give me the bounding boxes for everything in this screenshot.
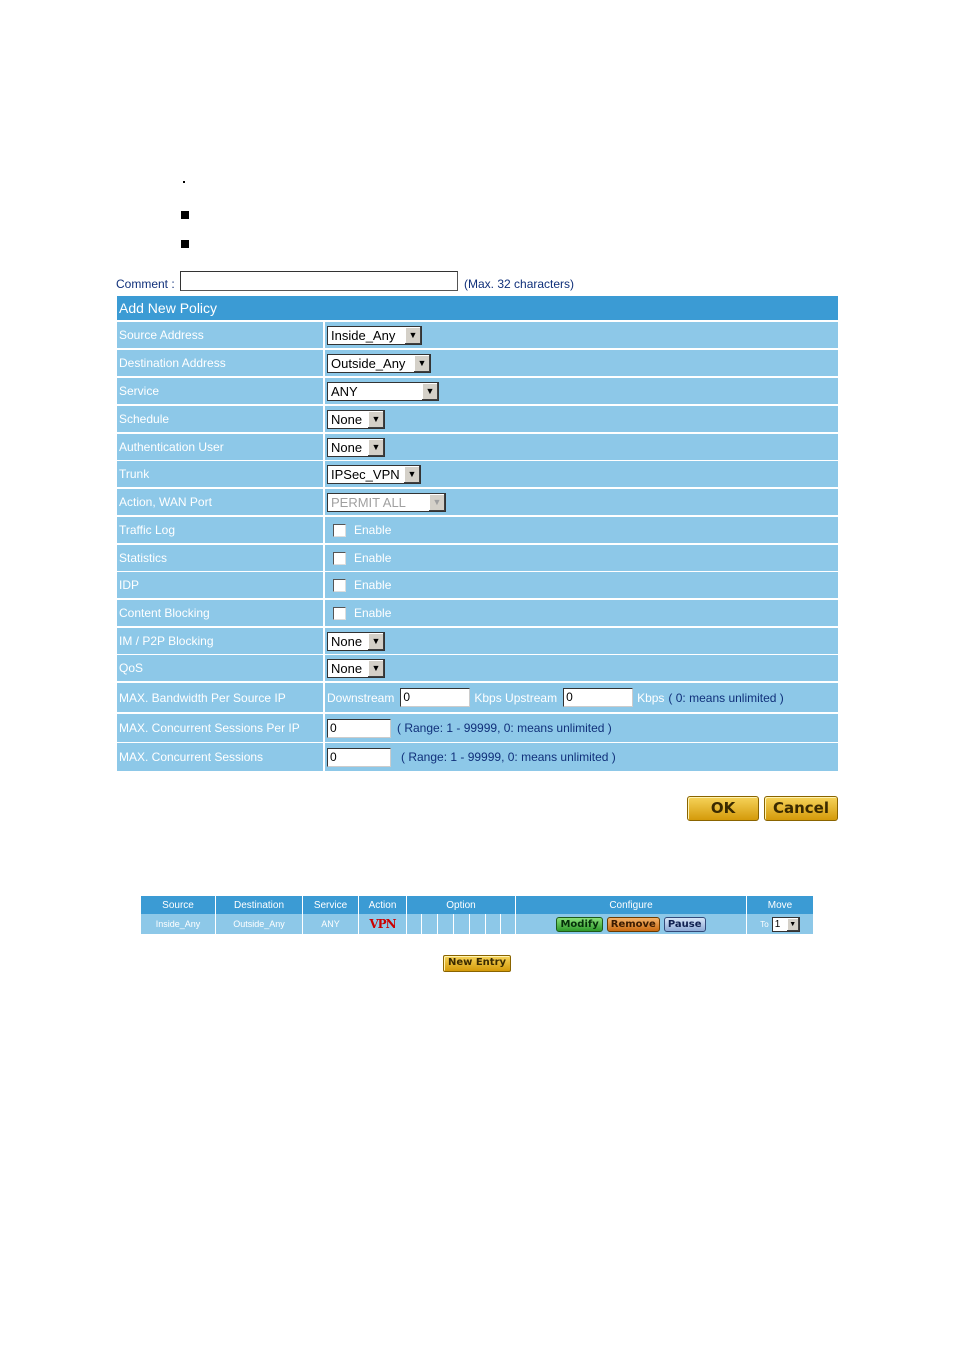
- row-label: Schedule: [117, 406, 323, 432]
- option-cell: [486, 914, 501, 934]
- row-qos: [117, 655, 838, 681]
- chevron-down-icon: ▼: [367, 660, 384, 677]
- header-source: Source: [141, 896, 216, 914]
- schedule-select[interactable]: None ▼: [327, 410, 385, 429]
- row-label: IM / P2P Blocking: [117, 628, 323, 654]
- remove-button[interactable]: Remove: [607, 917, 660, 932]
- chevron-down-icon: ▼: [413, 355, 430, 372]
- trunk-select[interactable]: IPSec_VPN ▼: [327, 465, 421, 484]
- row-label: Service: [117, 378, 323, 404]
- upstream-input[interactable]: 0: [563, 688, 633, 707]
- cancel-button[interactable]: Cancel: [764, 796, 838, 821]
- authentication-user-select[interactable]: None ▼: [327, 438, 385, 457]
- ok-button[interactable]: OK: [687, 796, 759, 821]
- pause-button[interactable]: Pause: [664, 917, 706, 932]
- policy-title: Add New Policy: [117, 296, 838, 320]
- policy-list: [141, 896, 813, 935]
- cell-action: [359, 914, 407, 934]
- service-select[interactable]: ANY ▼: [327, 382, 439, 401]
- row-label: Action, WAN Port: [117, 489, 323, 515]
- new-entry-button[interactable]: New Entry: [443, 955, 511, 972]
- row-idp: [117, 572, 838, 598]
- max-sessions-per-ip-input[interactable]: 0: [327, 719, 391, 738]
- kbps-label: Kbps: [637, 690, 665, 705]
- row-source-address: [117, 322, 838, 348]
- option-cell: [438, 914, 454, 934]
- row-authentication-user: [117, 434, 838, 460]
- row-label: MAX. Concurrent Sessions Per IP: [117, 714, 323, 742]
- header-service: Service: [303, 896, 359, 914]
- row-traffic-log: [117, 517, 838, 543]
- chevron-down-icon: ▼: [367, 633, 384, 650]
- enable-label: Enable: [354, 551, 392, 565]
- bullet-square-icon: [181, 211, 189, 219]
- row-max-sessions-per-ip: [117, 714, 838, 742]
- row-label: IDP: [117, 572, 323, 598]
- row-label: Statistics: [117, 545, 323, 571]
- enable-label: Enable: [354, 523, 392, 537]
- row-max-sessions: [117, 743, 838, 771]
- vpn-icon: VPN: [369, 917, 396, 931]
- bullet-square-icon: [181, 240, 189, 248]
- downstream-label: Downstream: [327, 690, 395, 705]
- row-label: Traffic Log: [117, 517, 323, 543]
- cell-destination: Outside_Any: [216, 914, 303, 934]
- header-move: Move: [767, 899, 793, 911]
- table-row: [141, 914, 813, 934]
- row-destination-address: [117, 350, 838, 376]
- row-label: Source Address: [117, 322, 323, 348]
- enable-label: Enable: [354, 606, 392, 620]
- comment-hint: (Max. 32 characters): [464, 277, 575, 291]
- row-label: MAX. Bandwidth Per Source IP: [117, 683, 323, 712]
- row-im-p2p-blocking: [117, 628, 838, 654]
- header-option: Option: [407, 896, 516, 914]
- chevron-down-icon: ▼: [367, 411, 384, 428]
- row-label: MAX. Concurrent Sessions: [117, 743, 323, 771]
- comment-input[interactable]: [180, 271, 458, 291]
- chevron-down-icon: ▼: [421, 383, 438, 400]
- downstream-input[interactable]: 0: [400, 688, 470, 707]
- range-hint: ( Range: 1 - 99999, 0: means unlimited ): [401, 750, 616, 764]
- row-label: QoS: [117, 655, 323, 681]
- dot-marker: [183, 181, 185, 183]
- idp-checkbox[interactable]: [333, 579, 346, 592]
- comment-label: Comment :: [116, 277, 175, 291]
- max-sessions-input[interactable]: 0: [327, 748, 391, 767]
- bandwidth-hint: ( 0: means unlimited ): [668, 690, 784, 705]
- cell-configure: [516, 914, 747, 934]
- row-trunk: [117, 461, 838, 487]
- modify-button[interactable]: Modify: [556, 917, 602, 932]
- option-cell: [470, 914, 486, 934]
- source-address-select[interactable]: Inside_Any ▼: [327, 326, 422, 345]
- row-label: Content Blocking: [117, 600, 323, 626]
- row-max-bandwidth: [117, 683, 838, 712]
- option-cell: [407, 914, 422, 934]
- row-statistics: [117, 545, 838, 571]
- chevron-down-icon: ▼: [786, 918, 799, 931]
- im-p2p-select[interactable]: None ▼: [327, 632, 385, 651]
- cell-move: [747, 914, 813, 934]
- row-label: Trunk: [117, 461, 323, 487]
- move-to-label: To: [760, 919, 769, 929]
- header-action: Action: [359, 896, 407, 914]
- chevron-down-icon: ▼: [428, 494, 445, 511]
- chevron-down-icon: ▼: [404, 327, 421, 344]
- statistics-checkbox[interactable]: [333, 552, 346, 565]
- destination-address-select[interactable]: Outside_Any ▼: [327, 354, 431, 373]
- row-content-blocking: [117, 600, 838, 626]
- qos-select[interactable]: None ▼: [327, 659, 385, 678]
- action-wan-select: PERMIT ALL ▼: [327, 493, 446, 512]
- row-service: [117, 378, 838, 404]
- traffic-log-checkbox[interactable]: [333, 524, 346, 537]
- chevron-down-icon: ▼: [367, 439, 384, 456]
- row-label: Authentication User: [117, 434, 323, 460]
- cell-service: ANY: [303, 914, 359, 934]
- list-header: [141, 896, 813, 914]
- option-cell: [501, 914, 516, 934]
- upstream-label: Kbps Upstream: [474, 690, 558, 705]
- header-configure: Configure: [516, 896, 747, 914]
- content-blocking-checkbox[interactable]: [333, 607, 346, 620]
- option-cell: [422, 914, 438, 934]
- chevron-down-icon: ▼: [403, 466, 420, 483]
- row-schedule: [117, 406, 838, 432]
- row-action-wan-port: [117, 489, 838, 515]
- move-select[interactable]: 1 ▼: [772, 917, 800, 932]
- option-cell: [454, 914, 470, 934]
- header-destination: Destination: [216, 896, 303, 914]
- row-label: Destination Address: [117, 350, 323, 376]
- add-policy-table: [117, 296, 838, 771]
- enable-label: Enable: [354, 578, 392, 592]
- range-hint: ( Range: 1 - 99999, 0: means unlimited ): [397, 721, 612, 735]
- cell-source: Inside_Any: [141, 914, 216, 934]
